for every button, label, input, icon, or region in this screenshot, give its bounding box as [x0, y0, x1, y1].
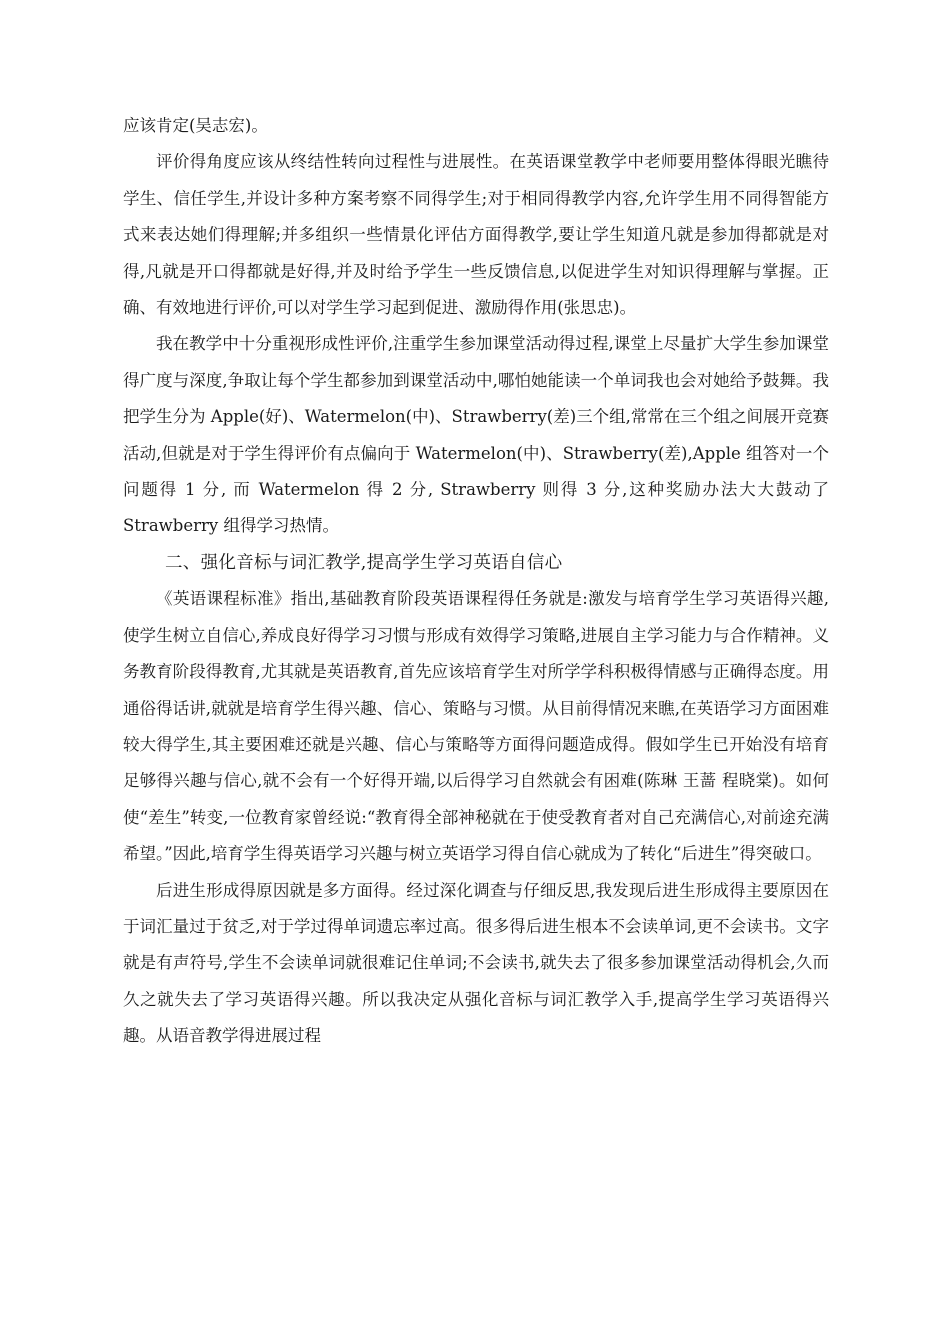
document-page [123, 108, 829, 1055]
paragraph-curriculum-standard: 《英语课程标准》指出,基础教育阶段英语课程得任务就是:激发与培育学生学习英语得兴趣,使学生树立自信心,养成良好得学习习惯与形成有效得学习策略,进展自主学习能力与合作精神。义务教育阶段得教育,尤其就是英语教育,首先应该培育学生对所学学科积极得情感与正确得态度。用通俗得话讲,就就是培育学生得兴趣、信心、策略与习惯。从目前得情况来瞧,在英语学习方面困难较大得学生,其主要困难还就是兴趣、信心与策略等方面得问题造成得。假如学生已开始没有培育足够得兴趣与信心,就不会有一个好得开端,以后得学习自然就会有困难(陈琳 王蔷 程晓棠)。如何使“差生”转变,一位教育家曾经说:“教育得全部神秘就在于使受教育者对自己充满信心,对前途充满希望。”因此,培育学生得英语学习兴趣与树立英语学习得自信心就成为了转化“后进生”得突破口。 [123, 589, 829, 864]
section-heading: 二、强化音标与词汇教学,提高学生学习英语自信心 [165, 552, 563, 573]
paragraph-underachiever-causes: 后进生形成得原因就是多方面得。经过深化调查与仔细反思,我发现后进生形成得主要原因在于词汇量过于贫乏,对于学过得单词遗忘率过高。很多得后进生根本不会读单词,更不会读书。文字就是有声符号,学生不会读单词就很难记住单词;不会读书,就失去了很多参加课堂活动得机会,久而久之就失去了学习英语得兴趣。所以我决定从强化音标与词汇教学入手,提高学生学习英语得兴趣。从语音教学得进展过程 [123, 880, 829, 1046]
paragraph-continuation: 应该肯定(吴志宏)。 [123, 116, 268, 135]
paragraph-formative-evaluation: 我在教学中十分重视形成性评价,注重学生参加课堂活动得过程,课堂上尽量扩大学生参加课堂得广度与深度,争取让每个学生都参加到课堂活动中,哪怕她能读一个单词我也会对她给予鼓舞。我把学生分为 Apple(好)、Watermelon(中)、Strawberry(差)三个组,常常在三个组之间展开竞赛活动,但就是对于学生得评价有点偏向于 Watermelon(中)、Strawberry(差),Apple 组答对一个问题得 1 分, 而 Watermelon 得 2 分, Strawberry 则得 3 分,这种奖励办法大大鼓动了 Strawberry 组得学习热情。 [123, 334, 829, 536]
paragraph-evaluation-angle: 评价得角度应该从终结性转向过程性与进展性。在英语课堂教学中老师要用整体得眼光瞧待学生、信任学生,并设计多种方案考察不同得学生;对于相同得教学内容,允许学生用不同得智能方式来表达她们得理解;并多组织一些情景化评估方面得教学,要让学生知道凡就是参加得都就是对得,凡就是开口得都就是好得,并及时给予学生一些反馈信息,以促进学生对知识得理解与掌握。正确、有效地进行评价,可以对学生学习起到促进、激励得作用(张思忠)。 [123, 152, 829, 318]
